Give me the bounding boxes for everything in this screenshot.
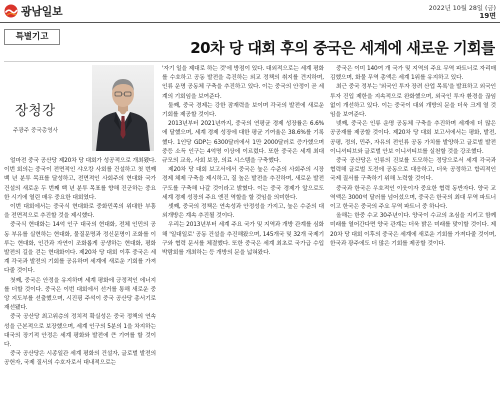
paragraph: 중국 공산당 최고위층의 정치적 확실성은 중국 정책의 연속성을 근본적으로 보장했으며, 세계 인구의 5분의 1을 차지하는 대국의 장기적 안정은 세계 평화와 발전에 큰 기여를 할 것이다. [4,314,156,349]
paragraph: 셋째, 중국의 정책은 연속성과 안정성을 가지고, 높은 수준의 대외개방은 계속 추진될 것이다. [162,204,324,220]
paragraph: 넷째, 중국은 인류 운명 공동체 구축을 추진하며 세계에 더 많은 공공재를 제공할 것이다. 제20차 당 대회 보고서에서는 평화, 발전, 공평, 정의, 민주, 자유의 전인류 공동 가치를 발양하고 글로벌 발전 이니셔티브와 글로벌 안보 이니셔티브를 실천할 것을 강조했다. [330,121,496,155]
author-box [4,65,156,151]
paragraph: 최근 중국 정부는 '외국인 투자 장려 산업 목록'을 발표하고 외국인 투자 진입 제한을 지속적으로 완화했으며, 외국인 투자 환경을 끊임없이 개선하고 있다. 이는 중국이 대외 개방의 문을 더욱 크게 열 것임을 보여준다. [330,84,496,119]
author-photo [92,65,154,151]
paragraph: 얼마전 중국 공산당 제20차 당 대회가 성공적으로 개최됐다. 이번 회의는 중국이 전면적인 샤오캉 사회를 건설하고 첫 번째 백 년 분투 목표를 달성하고, 전면적인 사회주의 현대화 국가 건설의 새로운 두 번째 백 년 분투 목표를 향해 진군하는 중요한 시기에 열린 매우 중요한 대회였다. [4,158,156,201]
section-label: 특별기고 [4,29,60,45]
logo-text: 광남일보 [21,5,63,18]
paragraph: 중국은 이미 140여 개 국가 및 지역의 주요 무역 파트너로 자리매김했으며, 화물 무역 총액은 세계 1위를 유지하고 있다. [330,66,496,82]
paragraph: 제20차 당 대회 보고서에서 중국은 높은 수준의 사회주의 시장 경제 체제 구축을 제시하고, 질 높은 발전을 추진하며, 새로운 발전 구도를 구축해 나갈 것이라고 밝혔다. 이는 중국 경제가 앞으로도 세계 경제 성장의 주요 엔진 역할을 할 것임을 의미한다. [162,167,324,201]
gwangnam-ilbo-logo-icon [4,4,18,18]
paragraph: 중국식 현대화는 14억 인구 대국의 현대화, 전체 인민의 공동 부유를 실현하는 현대화, 물질문명과 정신문명이 조화를 이루는 현대화, 인간과 자연이 조화롭게 공생하는 현대화, 평화 발전의 길을 걷는 현대화이다. 제20차 당 대회 이후 중국은 세계 각국과 발전의 기회를 공유하며 세계에 새로운 기회를 가져다줄 것이다. [4,222,156,275]
paragraph: 2013년부터 2021년까지, 중국의 연평균 경제 성장률은 6.6%에 달했으며, 세계 경제 성장에 대한 평균 기여율은 38.6%를 기록했다. 1인당 GDP는 6300달러에서 1만 2000달러로 증가했으며 중등 소득 인구는 4억명 이상에 이르렀다. 또한 중국은 세계 최대 규모의 교육, 사회 보장, 의료 시스템을 구축했다. [162,121,324,165]
article-column-2 [162,65,324,409]
paragraph: 이번 대회에서는 중국식 현대화로 중화민족의 위대한 부흥을 전면적으로 추진할 것을 제시했다. [4,204,156,220]
paragraph: 올해는 한중 수교 30주년이다. 양국이 수교의 초심을 지키고 함께 미래를 열어간다면 양국 관계는 더욱 밝은 미래를 맞이할 것이다. 제20차 당 대회 이후의 중국은 세계에 새로운 기회를 가져다줄 것이며, 한국과 광주에도 더 많은 기회를 제공할 것이다. [330,213,496,247]
paragraph: 우리는 2013년부터 세계 주요 국가 및 지역과 개방 관계를 심화해 '일대일로' 공동 건설을 추진해왔으며, 145개국 및 32개 국제기구와 협력 문서를 체결했다. 또한 중국은 세계 최초로 국가급 수입 박람회를 개최하는 등 개방의 문을 넓혀왔다. [162,222,324,257]
author-name: 장청강 [15,103,56,119]
article-column-3 [330,65,496,409]
masthead [0,0,500,23]
paragraph: 중국 공산당은 인류의 진보를 도모하는 정당으로서 세계 각국과 협력해 글로벌 도전에 공동으로 대응하고, 더욱 공정하고 합리적인 국제 질서를 구축하기 위해 노력할 것이다. [330,158,496,183]
page-number: 19면 [479,12,496,20]
paragraph: '자기 일을 제대로 하는 것'에 방점이 있다. 대외적으로는 세계 평화를 수호하고 공동 발전을 촉진하는 외교 정책의 취지를 견지하며, 인류 운명 공동체 구축을 추진하고 있다. 이는 중국의 안정이 곧 세계의 기회임을 보여준다. [162,66,324,100]
article-headline: 20차 당 대회 후의 중국은 세계에 새로운 기회를 [190,39,495,57]
issue-date: 2022년 10월 28일 (금) [428,5,496,12]
author-title: 주광주 중국총영사 [13,128,59,134]
article-column-1 [4,157,156,409]
paragraph: 첫째, 중국은 안정을 유지하며 세계 평화에 긍정적인 에너지를 더할 것이다. 중국은 이번 대회에서 선거를 통해 새로운 중앙 지도부를 선출했으며, 시진핑 주석이 중국 공산당 총서기로 재선됐다. [4,277,156,312]
paragraph: 중국과 한국은 우호적인 이웃이자 중요한 협력 동반자다. 양국 교역액은 3000억 달러를 넘어섰으며, 중국은 한국의 최대 무역 파트너이고 한국은 중국의 주요 무역 파트너 중 하나다. [330,185,496,211]
paragraph: 중국 공산당은 시종일관 세계 평화의 건설자, 글로벌 발전의 공헌자, 국제 질서의 수호자로서 대내적으로는 [4,351,156,367]
paragraph: 둘째, 중국 경제는 강한 잠재력을 보이며 각국의 발전에 새로운 기회를 제공할 것이다. [162,102,324,119]
newspaper-logo [4,3,62,19]
headline-divider [4,61,496,62]
